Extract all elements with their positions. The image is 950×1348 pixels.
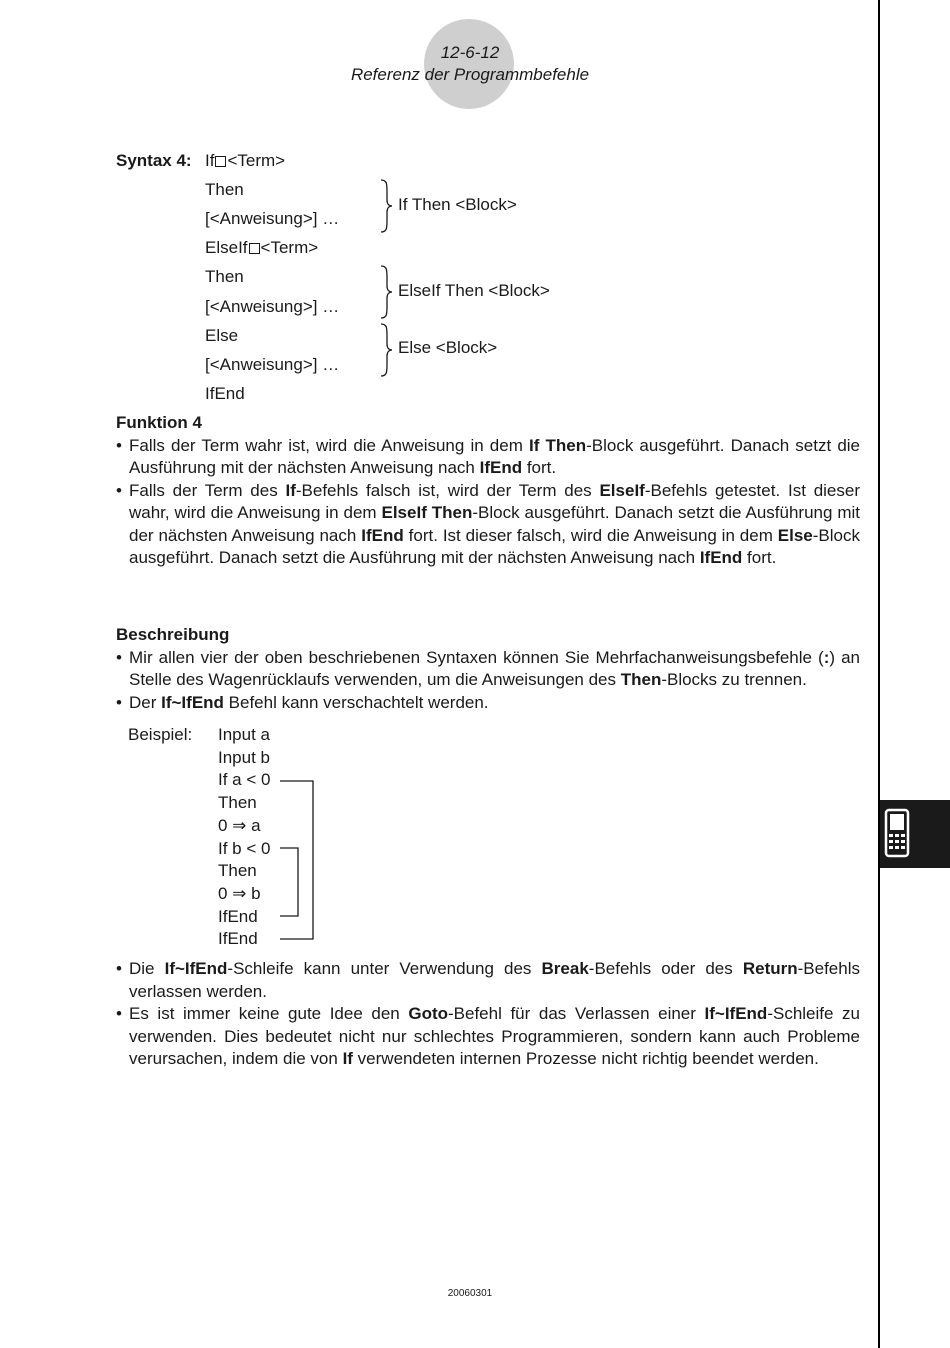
page-title: Referenz der Programmbefehle (350, 65, 590, 84)
chapter-tab[interactable] (880, 800, 950, 868)
bold-keyword: Then (620, 670, 662, 689)
footer-code: 20060301 (447, 1288, 493, 1299)
bullet-item (116, 647, 860, 692)
bold-keyword: ElseIf Then (381, 503, 473, 522)
text-run: -Schleife kann unter Verwendung des (227, 959, 542, 978)
example-line: 0 ⇒ a (218, 815, 261, 835)
margin-rule (878, 0, 880, 1348)
bold-keyword: If~IfEnd (704, 1004, 768, 1023)
bullet-item (116, 1003, 860, 1071)
text-run: fort. Ist dieser falsch, wird die Anweisung in dem (403, 525, 778, 545)
funktion-section (116, 412, 860, 570)
syntax-line: [<Anweisung>] … (205, 296, 340, 316)
syntax-line: Else (205, 325, 239, 345)
brace-label-if-then: If Then <Block> (398, 195, 517, 214)
calculator-icon (880, 800, 950, 868)
beschreibung-section (116, 624, 860, 714)
funktion-bullets (116, 435, 860, 570)
text-run: Falls der Term wahr ist, wird die Anweisung in dem (129, 435, 529, 455)
text-run: -Schleife zu verwenden. Dies bedeutet nicht nur schlechtes Programmieren, sondern kann auch Probleme verursachen, indem die von (129, 1004, 861, 1068)
example-line: If b < 0 (218, 838, 271, 858)
syntax-line (205, 151, 285, 171)
syntax-label: Syntax 4: (116, 151, 192, 170)
syntax-line: Then (205, 267, 244, 287)
text-run: -Block ausgeführt. Danach setzt die Ausführung mit der nächsten Anweisung nach (129, 503, 861, 545)
text-run: -Block ausgeführt. Danach setzt die Ausführung mit der nächsten Anweisung nach (129, 435, 860, 477)
text-run: Mir allen vier der oben beschriebenen Syntaxen können Sie Mehrfachanweisungsbefehle ( (129, 647, 824, 667)
syntax-line: IfEnd (205, 383, 245, 403)
text-run: Der (129, 692, 162, 712)
text-run: fort. (742, 548, 777, 567)
space-box-icon (249, 243, 260, 254)
bold-keyword: Else (777, 525, 813, 545)
bold-keyword: If~IfEnd (164, 959, 228, 978)
bold-keyword: If Then (528, 435, 587, 455)
example-line: Then (218, 793, 257, 813)
syntax-line: [<Anweisung>] … (205, 209, 340, 229)
syntax-keyword: If (205, 151, 215, 170)
text-run: verwendeten internen Prozesse nicht richtig beendet werden. (352, 1049, 819, 1068)
section-heading: Funktion 4 (116, 413, 202, 432)
brace-if-then (378, 178, 394, 234)
text-run: -Befehls oder des (588, 959, 743, 978)
example-line: If a < 0 (218, 770, 271, 790)
section-heading: Beschreibung (116, 625, 230, 644)
example-line: 0 ⇒ b (218, 883, 261, 903)
text-run: Es ist immer keine gute Idee den (129, 1004, 409, 1023)
brace-else (378, 322, 394, 378)
syntax-line: [<Anweisung>] … (205, 354, 340, 374)
page-number: 12-6-12 (440, 43, 500, 62)
bold-keyword: ElseIf (599, 480, 645, 500)
nesting-brackets (276, 770, 320, 950)
bullet-item (116, 480, 860, 570)
space-box-icon (215, 156, 226, 167)
bold-keyword: IfEnd (699, 548, 743, 567)
example-line: IfEnd (218, 929, 258, 949)
bold-keyword: Break (541, 959, 589, 978)
example-line: IfEnd (218, 906, 258, 926)
syntax-term: <Term> (260, 238, 319, 258)
syntax-keyword: ElseIf (205, 238, 248, 258)
beschreibung-bullets-top (116, 647, 860, 715)
text-run: -Blocks zu trennen. (661, 670, 807, 689)
text-run: -Befehls falsch ist, wird der Term des (295, 480, 600, 500)
text-run: -Befehls verlassen werden. (129, 959, 860, 1001)
bullet-item (116, 435, 860, 480)
syntax-line (205, 238, 318, 258)
bold-keyword: Return (742, 959, 798, 978)
text-run: fort. (522, 458, 557, 477)
header-circle (424, 19, 514, 109)
example-line: Input b (218, 747, 270, 767)
example-line: Input a (218, 725, 270, 744)
brace-label-else: Else <Block> (398, 338, 498, 357)
text-run: Die (129, 959, 165, 978)
text-run: Befehl kann verschachtelt werden. (223, 692, 489, 712)
bullet-item (116, 692, 860, 715)
brace-elseif-then (378, 264, 394, 320)
syntax-term: <Term> (227, 151, 286, 170)
text-run: ) an Stelle des Wagenrücklaufs verwenden, um die Anweisungen des (129, 647, 860, 689)
bold-keyword: : (823, 647, 830, 667)
syntax-line: Then (205, 180, 244, 200)
bold-keyword: IfEnd (361, 525, 404, 545)
brace-label-elseif-then: ElseIf Then <Block> (398, 281, 550, 300)
bold-keyword: If~IfEnd (161, 692, 224, 712)
text-run: -Block ausgeführt. Danach setzt die Ausführung mit der nächsten Anweisung nach (129, 525, 860, 567)
example-label: Beispiel: (128, 725, 193, 744)
bold-keyword: IfEnd (479, 458, 523, 477)
example-line: Then (218, 861, 257, 881)
bold-keyword: If (285, 480, 296, 500)
bullet-item (116, 958, 860, 1003)
beschreibung-bullets-bottom (116, 958, 860, 1071)
beschreibung-bullets-bottom-wrap (116, 958, 860, 1071)
text-run: -Befehl für das Verlassen einer (448, 1004, 705, 1023)
text-run: Falls der Term des (129, 480, 286, 500)
bold-keyword: Goto (408, 1004, 448, 1023)
bold-keyword: If (342, 1049, 353, 1068)
text-run: -Befehls getestet. Ist dieser wahr, wird die Anweisung in dem (129, 480, 860, 522)
